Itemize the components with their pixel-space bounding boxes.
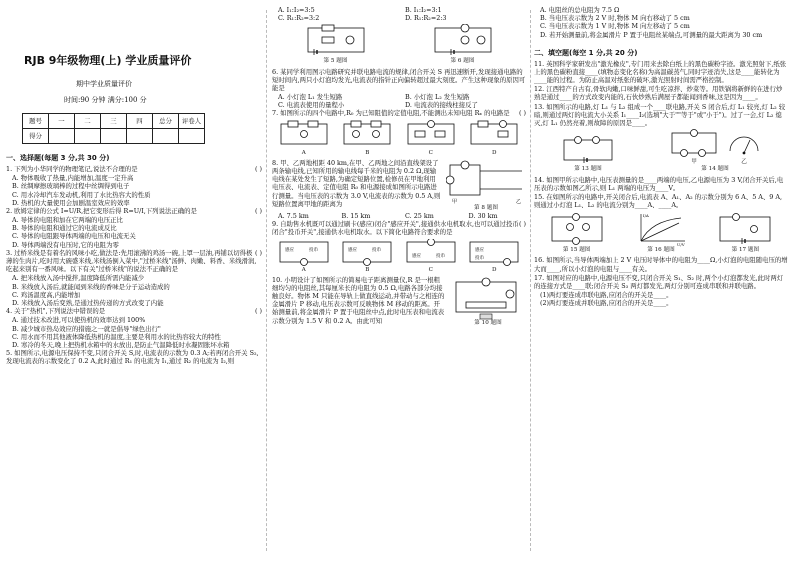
figure-option-label: A bbox=[301, 149, 306, 156]
switch-label: 投币 bbox=[372, 247, 382, 253]
option: D. 30 km bbox=[468, 211, 498, 220]
figure-option-label: D bbox=[492, 149, 497, 156]
figure-caption: 第 5 题图 bbox=[323, 58, 348, 65]
switch-label: 感应 bbox=[475, 247, 485, 253]
option: C. 导体的电阻跟导体两端的电压和电流无关 bbox=[12, 232, 136, 241]
figure-row-13-14 bbox=[534, 129, 788, 173]
switch-label: 投币 bbox=[435, 253, 445, 259]
question-11: 11. 英国科学家研发出"激光橡皮",专门用来去除白纸上的黑色碳粉字迹。激光照射下,纸张上的黑色碳粉直接____(填物态变化名称)为高温碳蒸气,同时字迹消失,这是____能转化为____能的过程。为防止高温对纸张的破坏,激光照射时间需严格控制。 bbox=[534, 59, 787, 85]
question-8-block bbox=[272, 159, 526, 212]
figure-caption: 第 15 题图 bbox=[562, 247, 591, 254]
figure-16 bbox=[633, 211, 689, 254]
option: C. 电流表使用的量程小 bbox=[278, 101, 345, 110]
option: A. 导体的电阻和加在它两端的电压正比 bbox=[12, 216, 123, 225]
figure-option-label: C bbox=[428, 266, 433, 273]
column-divider bbox=[266, 10, 267, 551]
option: B. 当电压表示数为 2 V 时,物体 M 向右移动了 5 cm bbox=[540, 14, 690, 23]
score-cell: 二 bbox=[75, 113, 101, 128]
question-text: 9. 自助售水机既可以通过刷卡(感应)闭合"感应开关",接通供水电机取水,也可以通过投币闭合"投币开关",接通供水电机取水。以下简化电路符合要求的是 bbox=[272, 220, 519, 237]
switch-label: 投币 bbox=[475, 255, 485, 261]
option: B. 小灯泡 L₂ 发生短路 bbox=[405, 93, 470, 102]
question-4 bbox=[6, 307, 262, 315]
option: C. 用水而不用其他液体降低热机的温度,主要是利用水的比热容较大的特性 bbox=[12, 332, 221, 341]
score-entry[interactable] bbox=[75, 128, 101, 143]
svg-text:乙: 乙 bbox=[516, 198, 522, 205]
figure-17 bbox=[716, 213, 774, 254]
question-10-block bbox=[272, 276, 526, 327]
sub-question: (1)两灯要连成串联电路,应闭合的开关是____。 bbox=[540, 291, 673, 300]
figure-9-row bbox=[272, 239, 526, 274]
figure-caption: 第 13 题图 bbox=[574, 166, 602, 173]
figure-caption: 第 16 题图 bbox=[647, 247, 675, 254]
question-10: 10. 小明设计了如图所示的简易电子距离测量仪,R 是一根粗细均匀的电阻丝,其每厘米长的电阻为 0.5 Ω,电路各部分均接触良好。物体 M 只能在导轨上做直线运动,并带动与之相连的金属滑片 P 移动,电压表示数可反映物体 M 移动的距离。开始测量前,将金属滑片 P 置于电阻丝中点,此时电压表和电流表示数分别为 1.5 V 和 0.2 A。由此可知 bbox=[272, 275, 445, 325]
exam-meta: 时间:90 分钟 满分:100 分 bbox=[64, 96, 147, 105]
figure-6 bbox=[431, 24, 495, 65]
paren-answer[interactable]: ( ) bbox=[518, 220, 526, 229]
figure-5 bbox=[304, 24, 368, 65]
question-12: 12. 江西特产自古有,骨软肉嫩,口味鲜甜,可生吃凉拌、炒菜等。用铁锅将新鲜的在进行炒熟是通过____的方式改变内能的,石伙炒熟后满屋子都能闻到香味,这是因为____。 bbox=[534, 85, 783, 102]
figure-9d bbox=[467, 239, 521, 274]
figure-7b bbox=[341, 120, 393, 157]
option-row bbox=[272, 6, 526, 14]
question-text: 7. 如图所示的四个电路中,R₀ 为已知阻值的定值电阻,不能测出未知电阻 Rₓ 的电路是 bbox=[272, 109, 510, 118]
score-entry[interactable] bbox=[153, 128, 179, 143]
score-cell: 三 bbox=[101, 113, 127, 128]
figure-15 bbox=[548, 213, 606, 254]
figure-sub-label: 乙 bbox=[741, 159, 747, 166]
iv-graph bbox=[633, 211, 689, 247]
switch-label: 投币 bbox=[308, 247, 318, 253]
score-entry[interactable] bbox=[101, 128, 127, 143]
option: C. 鸡汤温度高,内能增加 bbox=[12, 290, 81, 299]
exam-title: RJB 9年级物理(上) 学业质量评价 bbox=[24, 54, 192, 67]
option: D. R₁:R₂=2:3 bbox=[405, 14, 447, 23]
figure-14-b bbox=[726, 129, 762, 166]
column-left bbox=[6, 6, 262, 366]
column-middle bbox=[272, 6, 526, 327]
figure-9b bbox=[340, 239, 394, 274]
exam-subtitle: 期中学业质量评价 bbox=[76, 80, 132, 89]
column-right bbox=[534, 6, 788, 308]
score-entry[interactable] bbox=[179, 128, 205, 143]
option: A. 小灯泡 L₁ 发生短路 bbox=[278, 93, 343, 102]
option: B. 丝绸摩擦玻璃棒的过程中丝绸得到电子 bbox=[12, 182, 130, 191]
column-divider bbox=[530, 10, 531, 551]
option: C. 25 km bbox=[405, 211, 434, 220]
figure-sub-label: 甲 bbox=[691, 159, 697, 166]
figure-7a bbox=[278, 120, 330, 157]
option: B. 米线放入汤后,就能闻到米线的香味是分子运动造成的 bbox=[12, 282, 170, 291]
question-8: 8. 甲、乙两地相距 40 km,在甲、乙两地之间沿直线架设了两条输电线,已知所用的输电线每千米的电阻为 0.2 Ω,现输电线在某处发生了短路,为确定短路位置,检修员在甲地利用电压表、电流表、定值电阻 R₀ 和电源接成如图所示电路进行测量。当电压表的示数为 3.0 V,电流表的示数为 0.5 A,则短路位置离甲地的距离为 bbox=[272, 158, 441, 208]
figure-caption: 第 14 题图 bbox=[701, 166, 729, 173]
circuit-diagram-6 bbox=[431, 24, 495, 58]
option: D. 若开始测量前,将金属滑片 P 置于电阻丝某端点,可测量的最大距离为 30 cm bbox=[540, 30, 763, 39]
switch-label: 感应 bbox=[411, 253, 421, 259]
figure-option-label: B bbox=[365, 266, 370, 273]
option: D. 寒冷的冬天,晚上把热机水箱中的水放出,是防止气温降低时水凝固胀坏水箱 bbox=[12, 340, 230, 349]
question-text: 1. 下列为小华同学的物理笔记,说法不合理的是 bbox=[6, 164, 138, 173]
question-3 bbox=[6, 249, 262, 274]
score-table bbox=[22, 113, 205, 144]
paren-answer[interactable]: ( ) bbox=[254, 307, 262, 316]
figure-10 bbox=[450, 276, 526, 327]
question-17: 17. 如图对应的电路中,电源电压不变,只闭合开关 S₁、S₂ 时,两个小灯泡都发光,此时两灯的连接方式是____联;闭合开关 S₃ 两灯都发光,两灯分别可连成串联和并联电路。 bbox=[534, 273, 784, 290]
question-text: 2. 欧姆定律的公式 I=U/R,把它变形后得 R=U/I,下列说法正确的是 bbox=[6, 206, 197, 215]
figure-caption: 第 10 题图 bbox=[474, 319, 502, 326]
score-header-row bbox=[23, 113, 205, 128]
paren-answer[interactable]: ( ) bbox=[254, 206, 262, 215]
figure-14 bbox=[668, 129, 762, 173]
question-text: 4. 关于"热机",下列说法中错误的是 bbox=[6, 307, 106, 316]
figure-caption: 第 6 题图 bbox=[450, 58, 475, 65]
question-7 bbox=[272, 109, 526, 117]
question-13: 13. 如图所示的电路,灯 L₁ 与 L₂ 组成一个____联电路,开关 S 闭合后,灯 L₁ 较亮,灯 L₂ 较暗,则通过两灯的电流大小关系 I₁____I₂(选填"大于""等于"或"小于")。过了一会,灯 L₂ 熄灭,灯 L₁ 仍然亮着,则故障的原因是____。 bbox=[534, 102, 786, 128]
score-cell: 一 bbox=[49, 113, 75, 128]
figure-14-a bbox=[668, 129, 720, 166]
score-cell: 评卷人 bbox=[179, 113, 205, 128]
figure-14-parts bbox=[668, 129, 762, 166]
score-cell: 四 bbox=[127, 113, 153, 128]
question-5: 5. 如图所示,电源电压保持不变,只闭合开关 S,时,电流表的示数为 0.3 A;若再闭合开关 S₂,发现电流表的示数变化了 0.2 A,此时通过 R₁ 的电流为 I₁,通过 R₂ 的电流为 I₂,则 bbox=[6, 349, 259, 366]
option: B. 15 km bbox=[341, 211, 371, 220]
score-cell: 题号 bbox=[23, 113, 49, 128]
figure-13 bbox=[560, 136, 616, 173]
option: A. 物体吸收了热量,内能增加,温度一定升高 bbox=[12, 174, 134, 183]
figure-option-label: B bbox=[365, 149, 370, 156]
score-cell: 总分 bbox=[153, 113, 179, 128]
score-entry[interactable] bbox=[49, 128, 75, 143]
paren-answer[interactable]: ( ) bbox=[518, 109, 526, 118]
option: B. 减少城市热岛效应的措施之一就是倡导"绿色出行" bbox=[12, 324, 161, 333]
option-row bbox=[272, 212, 526, 220]
option: B. I₁:I₂=3:1 bbox=[405, 6, 442, 14]
option: C. R₁:R₂=3:2 bbox=[278, 14, 320, 23]
question-15: 15. 在如图所示的电路中,开关闭合后,电流表 A、A₁、A₂ 的示数分别为 6 A、5 A、9 A,则通过小灯泡 L₁、L₂ 的电流分别为____A、____A。 bbox=[534, 192, 783, 210]
figure-row bbox=[272, 24, 526, 65]
figure-option-label: C bbox=[428, 149, 433, 156]
question-text: 3. 过桥米线是有着名的风味小吃,做法是:先用滚沸的鸡汤一碗,上罩一层油,再铺以切得极薄的生肉片,吃时用大碗盛米线,米线汤倒入菜中,"过桥米线"汤鲜、肉嫩、料香、米线滑润,吃起来别有一番风味。以下有关"过桥米线"的说法不正确的是 bbox=[6, 248, 257, 274]
score-label: 得分 bbox=[23, 128, 49, 143]
graph-y-label: I/A bbox=[642, 213, 649, 219]
figure-caption: 第 17 题图 bbox=[731, 247, 760, 254]
option: A. 把米线放入汤中搅拌,温度降低所需内能减少 bbox=[12, 274, 145, 283]
figure-9a bbox=[277, 239, 331, 274]
figure-7d bbox=[468, 120, 520, 157]
question-6: 6. 某同学利用图示电路研究并联电路电流的规律,闭合开关 S 再迅速断开,发现接通电路的短时间内,两只小灯泡均发光,电流表的指针正向偏转超过最大刻度。产生这种现象的原因可能是 bbox=[272, 67, 526, 92]
question-14: 14. 如图甲所示电路中,电压表测量的是____两端的电压,乙电源电压为 3 V,闭合开关后,电压表的示数如图乙所示,则 L₁ 两端的电压为____V。 bbox=[534, 175, 784, 192]
option: A. 电阻丝的总电阻为 7.5 Ω bbox=[540, 6, 620, 14]
sub-question: (2)两灯要连成并联电路,应闭合的开关是____。 bbox=[540, 299, 673, 308]
option: B. 导体的电阻和通过它的电流成反比 bbox=[12, 224, 117, 233]
question-2 bbox=[6, 207, 262, 215]
figure-option-label: A bbox=[301, 266, 306, 273]
switch-label: 感应 bbox=[284, 247, 294, 253]
switch-label: 感应 bbox=[348, 247, 358, 253]
svg-text:甲: 甲 bbox=[452, 198, 458, 205]
option: C. 当电压表示数为 1 V 时,物体 M 向左移动了 5 cm bbox=[540, 22, 690, 31]
figure-8 bbox=[446, 159, 526, 212]
paren-answer[interactable]: ( ) bbox=[254, 164, 262, 173]
option: D. 导体两端没有电压时,它的电阻为零 bbox=[12, 240, 119, 249]
option-row bbox=[272, 14, 526, 22]
question-1 bbox=[6, 165, 262, 173]
section-title: 二、填空题(每空 1 分,共 20 分) bbox=[534, 48, 638, 57]
section-title: 一、选择题(每题 3 分,共 30 分) bbox=[6, 153, 110, 162]
score-value-row bbox=[23, 128, 205, 143]
paren-answer[interactable]: ( ) bbox=[254, 248, 262, 257]
circuit-diagram-5 bbox=[304, 24, 368, 58]
figure-7c bbox=[405, 120, 457, 157]
option: D. 热机的大量使用会加剧温室效应的效率 bbox=[12, 198, 130, 207]
figure-caption: 第 8 题图 bbox=[474, 204, 498, 211]
option: D. 电流表的接线柱接反了 bbox=[405, 101, 478, 110]
option: A. 7.5 km bbox=[278, 211, 309, 220]
score-entry[interactable] bbox=[127, 128, 153, 143]
graph-x-label: U/V bbox=[676, 242, 685, 248]
figure-7-row bbox=[272, 120, 526, 157]
figure-9c bbox=[404, 239, 458, 274]
option: D. 米线放入汤后变熟,是通过热传递的方式改变了内能 bbox=[12, 298, 164, 307]
question-16: 16. 如图所示,当导体两端加上 2 V 电压时导体中的电阻为____Ω,小灯泡的电阻随电压的增大而____,所以小灯泡的电阻与____有关。 bbox=[534, 256, 788, 273]
option: C. 用水冷却汽车发动机,利用了水比热容大的性质 bbox=[12, 190, 151, 199]
figure-row-15-17 bbox=[534, 211, 788, 254]
option: A. I₁:I₂=3:5 bbox=[278, 6, 315, 14]
option: A. 通过技术改进,可以使热机的效率达到 100% bbox=[12, 316, 146, 325]
figure-option-label: D bbox=[492, 266, 497, 273]
question-9 bbox=[272, 220, 526, 236]
